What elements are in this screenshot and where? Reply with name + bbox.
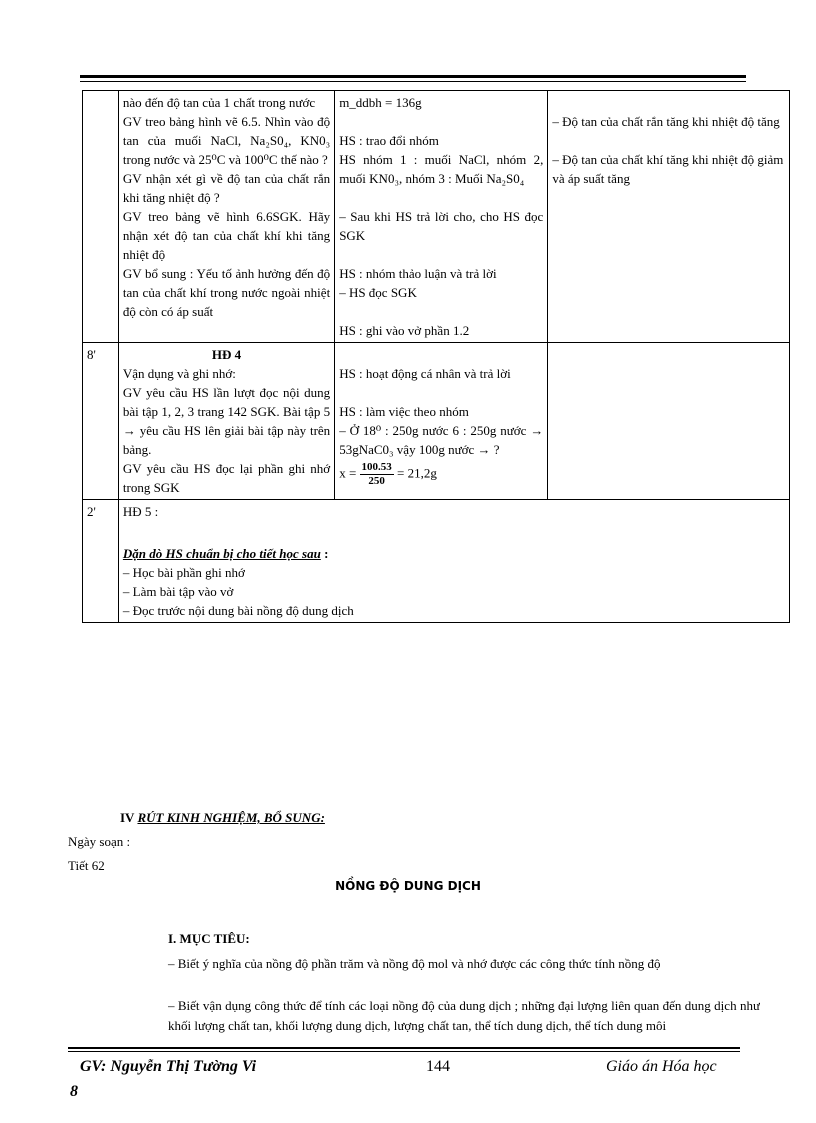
- section-title: RÚT KINH NGHIỆM, BỔ SUNG:: [137, 810, 325, 825]
- content-cell: [548, 91, 790, 343]
- footer-rule: [68, 1047, 740, 1049]
- text-line: – Độ tan của chất rắn tăng khi nhiệt độ tăng: [552, 114, 780, 129]
- text-line: nào đến độ tan của 1 chất trong nước: [122, 95, 316, 110]
- text-line: HS : trao đổi nhóm: [339, 133, 439, 148]
- text-line: GV treo bảng hình vẽ 6.5. Nhìn vào độ tan của muối NaCl, Na₂S0₄, KN0₃ trong nước và 25⁰C và 100⁰C thế nào ?: [122, 114, 331, 167]
- table-row: [83, 500, 790, 623]
- homework-subtitle: Dặn dò HS chuẩn bị cho tiết học sau: [122, 546, 321, 561]
- section-iv-heading: [120, 808, 325, 827]
- homework-cell: [118, 500, 789, 623]
- lesson-table: [82, 90, 790, 623]
- header-rule-thin: [80, 81, 746, 82]
- text-line: – HS đọc SGK: [339, 285, 417, 300]
- text-line: m_ddbh = 136g: [339, 95, 422, 110]
- text-line: GV nhận xét gì về độ tan của chất rắn khi tăng nhiệt độ ?: [122, 171, 331, 205]
- list-item: – Làm bài tập vào vở: [122, 584, 234, 599]
- table-row: [83, 91, 790, 343]
- text-line: GV yêu cầu HS đọc lại phần ghi nhớ trong SGK: [122, 461, 331, 495]
- table-row: [83, 343, 790, 500]
- text-line: HS : làm việc theo nhóm: [339, 404, 469, 419]
- text-line: HS nhóm 1 : muối NaCl, nhóm 2, muối KN0₃, nhóm 3 : Muối Na₂S0₄: [339, 152, 544, 186]
- formula-lhs: x =: [339, 465, 357, 481]
- student-activity-cell: [335, 343, 548, 500]
- teacher-activity-cell: [118, 91, 334, 343]
- text-line: HS : hoạt động cá nhân và trả lời: [339, 366, 511, 381]
- header-rule: [80, 75, 746, 78]
- text-line: HS : ghi vào vở phần 1.2: [339, 323, 470, 338]
- list-item: – Học bài phần ghi nhớ: [122, 565, 245, 580]
- time-cell: 2': [83, 500, 119, 623]
- footer-author: GV: Nguyễn Thị Tường Vi: [80, 1058, 257, 1075]
- footer-subject: Giáo án Hóa học: [606, 1058, 717, 1075]
- formula-rhs: = 21,2g: [397, 465, 437, 481]
- content-cell: [548, 343, 790, 500]
- text-line: GV bổ sung : Yếu tố ảnh hưởng đến độ tan của chất khí trong nước ngoài nhiệt độ còn có áp suất: [122, 266, 331, 319]
- date-label: Ngày soạn :: [68, 834, 131, 849]
- time-cell: 8': [83, 343, 119, 500]
- time-cell: [83, 91, 119, 343]
- text-line: GV treo bảng vẽ hình 6.6SGK. Hãy nhận xét độ tan của chất khí khi tăng nhiệt độ: [122, 209, 331, 262]
- teacher-activity-cell: [118, 343, 334, 500]
- page-number: 144: [426, 1058, 450, 1075]
- activity-heading: HĐ 4: [211, 347, 242, 362]
- text-line: – Độ tan của chất khí tăng khi nhiệt độ giảm và áp suất tăng: [552, 152, 784, 186]
- fraction-numerator: 100.53: [361, 461, 392, 473]
- footer-rule-thin: [68, 1051, 740, 1052]
- lesson-number: Tiết 62: [68, 858, 105, 873]
- text-line: GV yêu cầu HS lần lượt đọc nội dung bài tập 1, 2, 3 trang 142 SGK. Bài tập 5 → yêu cầu HS lên giải bài tập này trên bảng.: [122, 385, 331, 457]
- text-line: HS : nhóm thảo luận và trả lời: [339, 266, 497, 281]
- objective-paragraph: – Biết vận dụng công thức để tính các loại nồng độ của dung dịch ; những đại lượng liên quan đến dung dịch như khối lượng chất tan, khối lượng dung dịch, lượng chất tan, thể tích dung dịch, thể tích dung môi: [168, 998, 760, 1033]
- activity-heading: HĐ 5 :: [122, 504, 159, 519]
- formula: [339, 461, 543, 488]
- text-line: Vận dụng và ghi nhớ:: [122, 366, 236, 381]
- homework-subtitle-tail: :: [320, 546, 329, 561]
- fraction: [360, 461, 394, 488]
- objectives-heading: I. MỤC TIÊU:: [168, 931, 250, 946]
- text-line: – Ở 18⁰ : 250g nước 6 : 250g nước → 53gNaC0₃ vậy 100g nước → ?: [339, 423, 544, 457]
- footer-grade: 8: [70, 1083, 78, 1100]
- list-item: – Đọc trước nội dung bài nồng độ dung dịch: [122, 603, 354, 618]
- section-number: IV: [120, 810, 138, 825]
- homework-title: [123, 544, 785, 563]
- student-activity-cell: [335, 91, 548, 343]
- fraction-denominator: 250: [368, 475, 385, 487]
- objective-paragraph: – Biết ý nghĩa của nồng độ phần trăm và nồng độ mol và nhớ được các công thức tính nồng độ: [168, 956, 661, 971]
- text-line: – Sau khi HS trả lời cho, cho HS đọc SGK: [339, 209, 544, 243]
- lesson-title: NỒNG ĐỘ DUNG DỊCH: [335, 879, 481, 893]
